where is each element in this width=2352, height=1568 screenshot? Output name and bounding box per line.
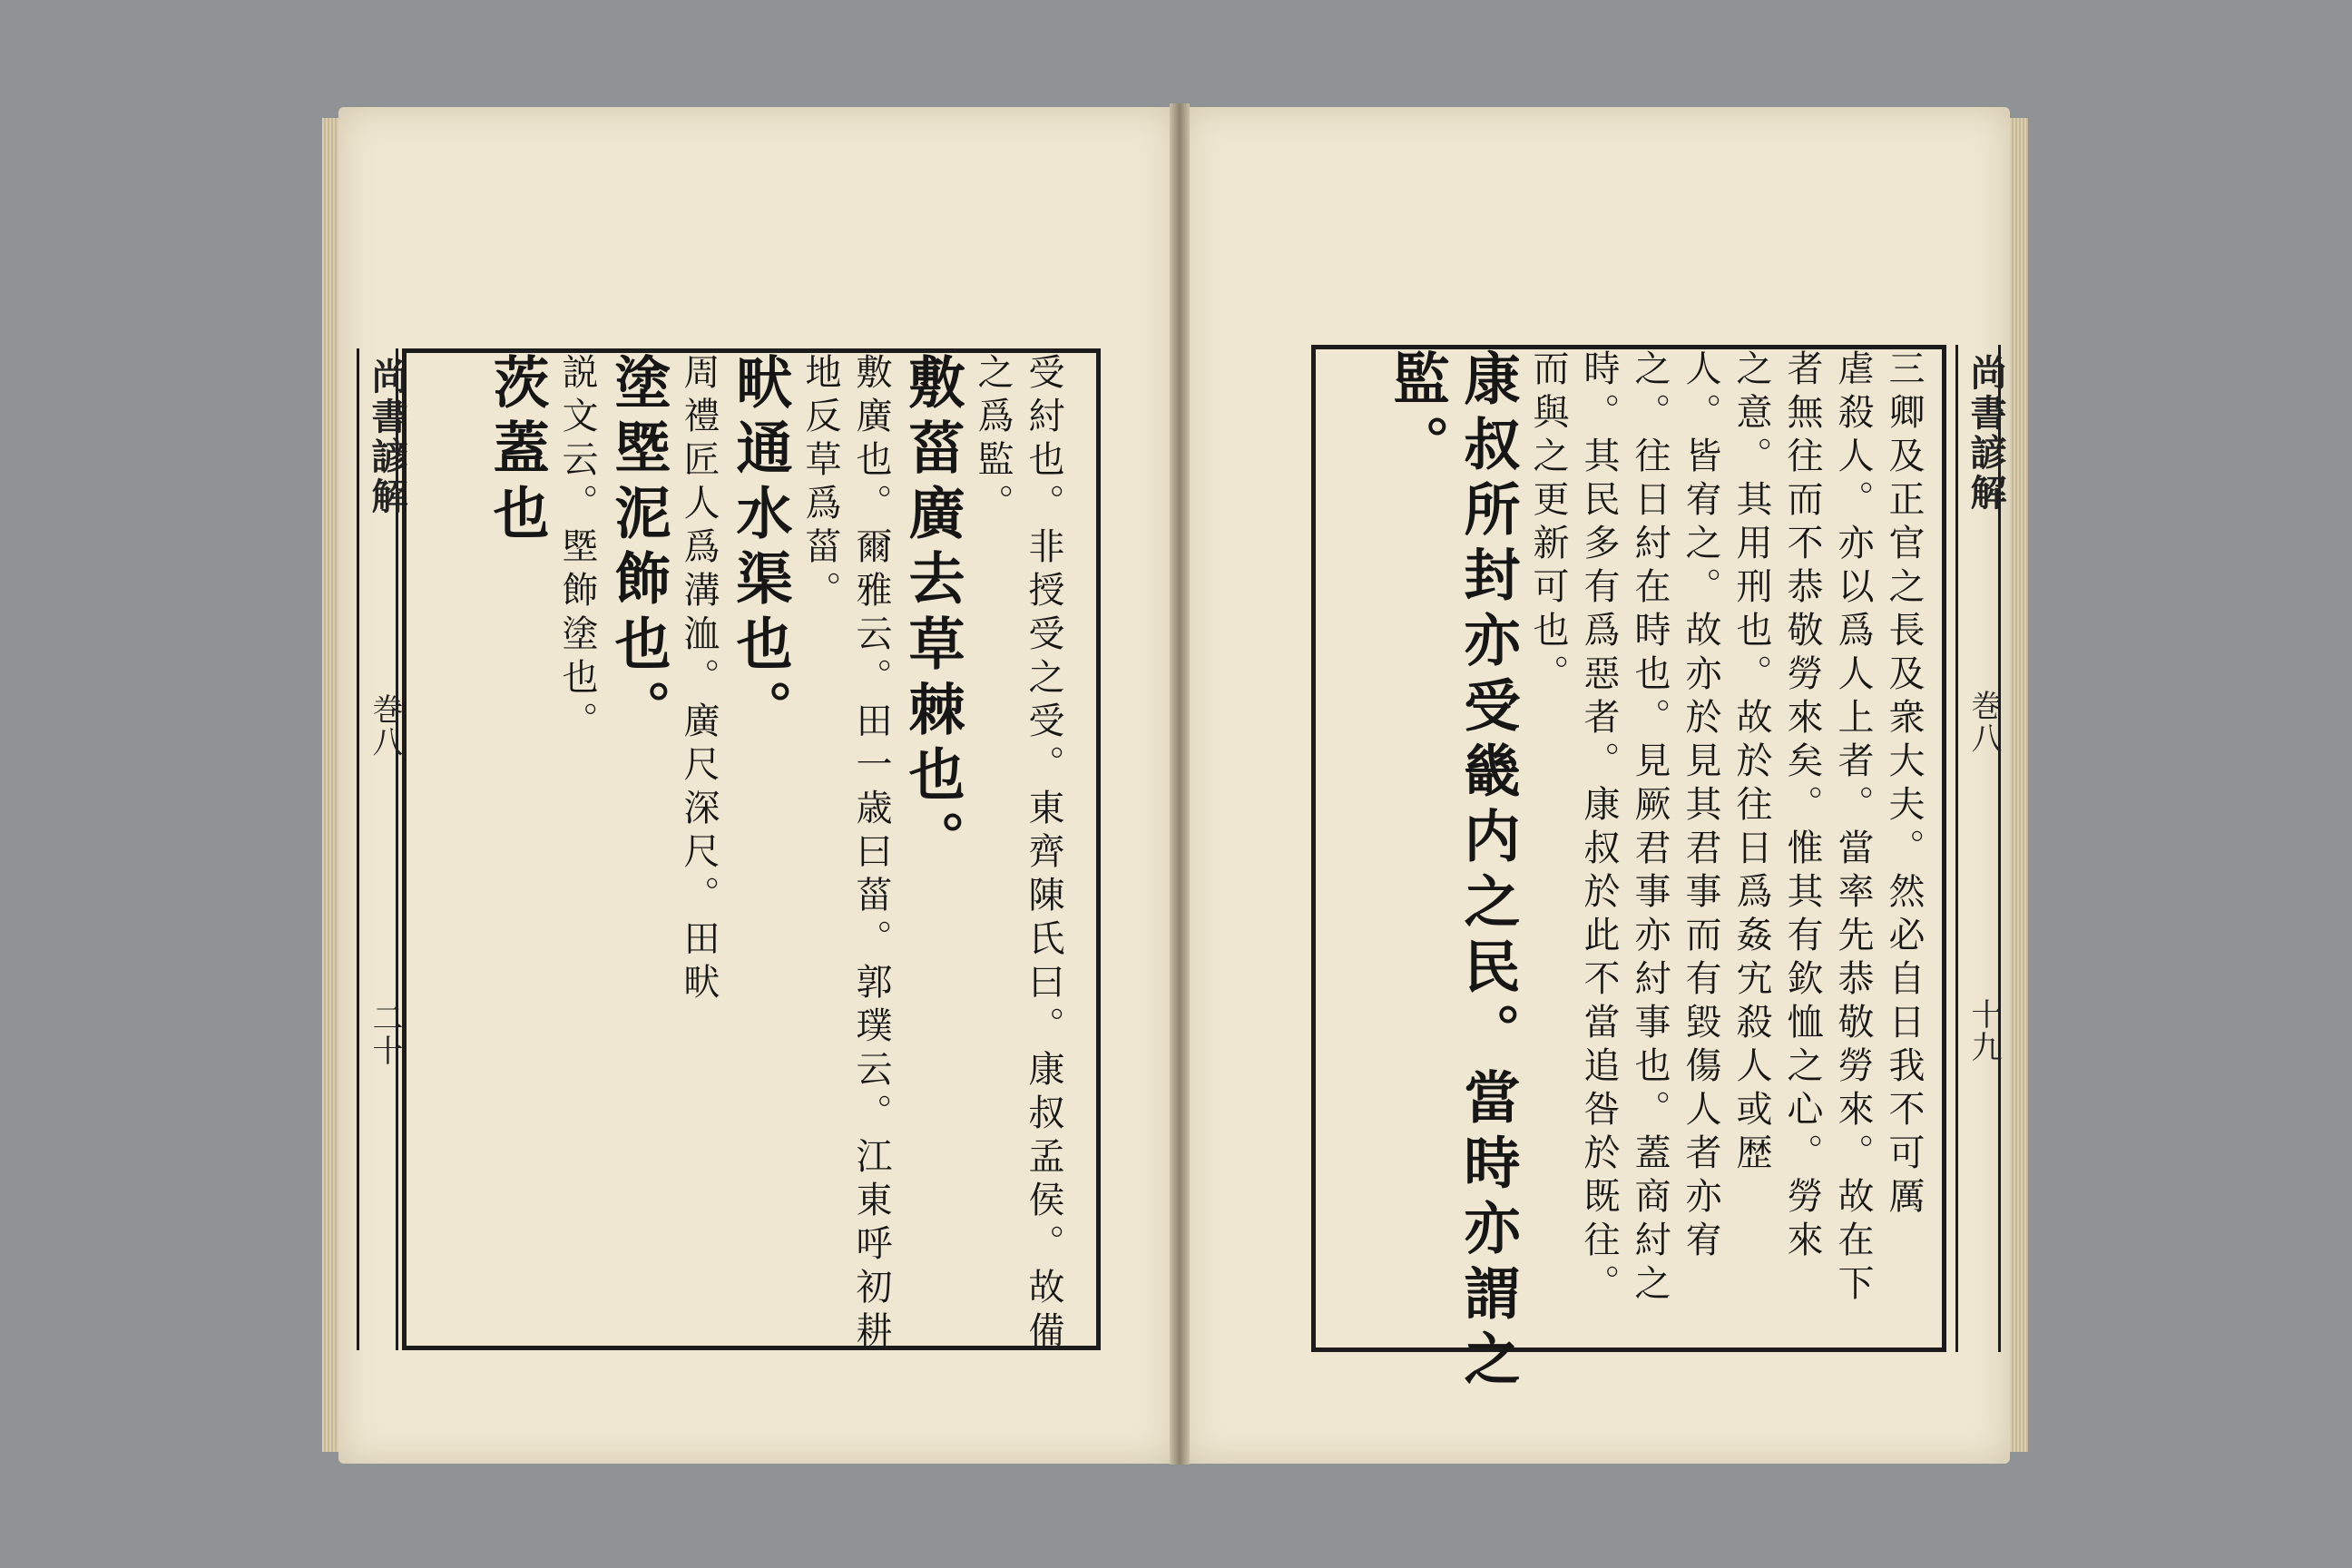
right-text-frame	[1311, 345, 1946, 1395]
margin-folio: 十九	[1965, 998, 2002, 1063]
text-column: 敷廣也。爾雅云。田一歳曰菑。郭璞云。江東呼初耕	[850, 353, 892, 1355]
left-margin-strip	[357, 348, 408, 1350]
text-column: 地反草爲菑。	[799, 353, 841, 614]
text-column: 之爲監。	[972, 353, 1014, 527]
right-page	[1184, 107, 2010, 1464]
open-book	[322, 98, 2028, 1473]
text-column: 康叔所封亦受畿内之民。當時亦謂之	[1455, 349, 1521, 1395]
margin-title: 尚書諺解	[366, 358, 408, 517]
left-text-block	[481, 353, 1069, 1355]
text-column: 監。	[1384, 349, 1450, 480]
text-column: 受紂也。非授受之受。東齊陳氏曰。康叔孟侯。故備	[1023, 353, 1064, 1355]
text-column: 而與之更新可也。	[1527, 349, 1569, 698]
text-column: 茨蓋也	[484, 353, 550, 549]
margin-volume: 巻八	[1965, 690, 2002, 755]
text-column: 敷菑廣去草棘也。	[899, 353, 965, 876]
margin-title: 尚書諺解	[1965, 354, 2007, 514]
margin-folio: 二十	[367, 1002, 403, 1067]
right-text-block	[1381, 349, 1929, 1395]
text-column: 説文云。塈飾塗也。	[556, 353, 598, 745]
text-column: 三卿及正官之長及衆大夫。然必自日我不可厲	[1883, 349, 1925, 1220]
text-column: 之意。其用刑也。故於往日爲姦宄殺人或歴	[1730, 349, 1772, 1177]
left-page	[338, 107, 1175, 1464]
text-column: 虐殺人。亦以爲人上者。當率先恭敬勞來。故在下	[1832, 349, 1874, 1308]
book-gutter	[1170, 103, 1190, 1465]
right-margin-strip	[1955, 345, 2007, 1352]
text-column: 畎通水渠也。	[727, 353, 793, 745]
margin-volume: 巻八	[367, 693, 403, 759]
left-text-frame	[402, 348, 1101, 1355]
text-column: 塗塈泥飾也。	[605, 353, 671, 745]
text-column: 者無往而不恭敬勞來矣。惟其有欽恤之心。勞來	[1781, 349, 1823, 1264]
text-column: 人。皆宥之。故亦於見其君事而有毀傷人者亦宥	[1680, 349, 1721, 1264]
text-column: 周禮匠人爲溝洫。廣尺深尺。田畎	[678, 353, 720, 1006]
text-column: 時。其民多有爲惡者。康叔於此不當追咎於既往。	[1578, 349, 1620, 1308]
text-column: 之。往日紂在時也。見厥君事亦紂事也。蓋商紂之	[1629, 349, 1671, 1308]
